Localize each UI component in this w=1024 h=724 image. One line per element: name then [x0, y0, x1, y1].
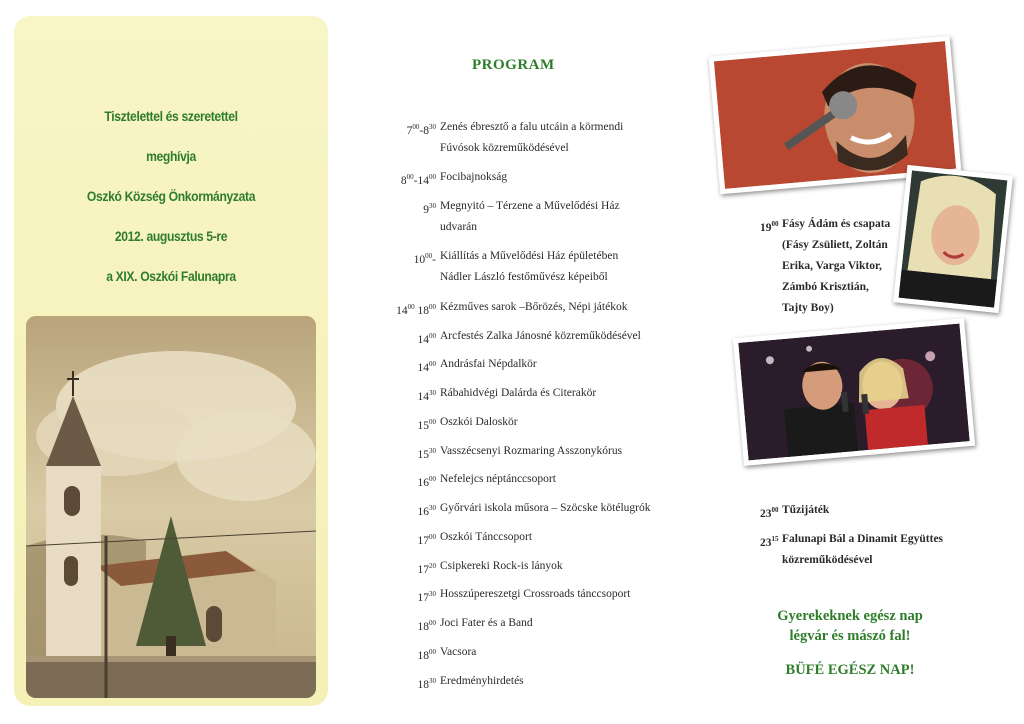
program-time: $9^{30}$ — [423, 202, 436, 216]
program-item-label: Vacsora — [440, 646, 477, 658]
program-item-label: Fúvósok közreműködésével — [440, 142, 569, 154]
program-item-label: Arcfestés Zalka Jánosné közreműködésével — [440, 330, 641, 342]
program-item-label: Oszkói Daloskör — [440, 416, 518, 428]
program-item — [440, 472, 556, 486]
invitation-line: a XIX. Oszkói Falunapra — [106, 269, 236, 284]
program-item-label: Megnyitó – Térzene a Művelődési Ház — [440, 200, 620, 212]
program-time: $17^{20}$ — [417, 562, 436, 576]
program-item — [440, 120, 623, 155]
program-item — [440, 501, 650, 515]
program-item — [440, 559, 563, 573]
program-item — [440, 616, 533, 630]
program-item — [440, 645, 476, 659]
program-item-label: Hosszúpereszetgi Crossroads tánccsoport — [440, 588, 631, 600]
invitation-line: 2012. augusztus 5-re — [114, 229, 228, 244]
program-item — [440, 329, 641, 343]
program-time: $14^{30}$ — [417, 389, 436, 403]
program-item-label: udvarán — [440, 221, 478, 233]
fasy-block — [782, 214, 890, 319]
program-title: PROGRAM — [472, 57, 555, 73]
program-time: $18^{30}$ — [417, 677, 436, 691]
program-item-label: Csipkereki Rock-is lányok — [440, 560, 563, 572]
program-item — [440, 199, 620, 234]
program-time: $17^{00}$ — [417, 533, 436, 547]
ball-time: $23^{15}$ — [760, 535, 779, 549]
program-time: $14^{00}$ — [417, 332, 436, 346]
program-item-label: Nádler László festőművész képeiből — [440, 271, 608, 283]
program-time: $16^{30}$ — [417, 504, 436, 518]
invitation-panel — [14, 16, 328, 706]
ball-line: Falunapi Bál a Dinamit Együttes — [782, 533, 944, 545]
program-item-label: Rábahidvégi Dalárda és Citerakör — [440, 387, 597, 399]
program-time: $15^{30}$ — [417, 447, 436, 461]
program-item-label: Nefelejcs néptánccsoport — [440, 473, 556, 485]
program-item-label: Eredményhirdetés — [440, 675, 524, 687]
program-item — [440, 444, 622, 458]
program-item-label: Vasszécsenyi Rozmaring Asszonykórus — [440, 445, 623, 457]
program-item-label: Kézműves sarok –Bőrözés, Népi játékok — [440, 301, 628, 313]
program-time: $8^{00}-14^{00}$ — [400, 173, 436, 187]
program-item — [440, 386, 596, 400]
program-item — [440, 587, 630, 601]
program-item — [440, 170, 507, 184]
program-item — [440, 530, 532, 544]
fireworks-desc: Tűzijáték — [782, 504, 830, 516]
kids-line: Gyerekeknek egész nap — [777, 608, 923, 624]
program-time: $15^{00}$ — [417, 418, 436, 432]
program-item-label: Andrásfai Népdalkör — [440, 358, 537, 370]
program-item — [440, 300, 627, 314]
ball-desc — [782, 529, 943, 571]
program-time: $10^{00}-$ — [413, 252, 436, 266]
fasy-line: (Fásy Zsüliett, Zoltán — [782, 239, 888, 251]
church-photo — [26, 316, 316, 698]
program-item-label: Kiállítás a Művelődési Ház épületében — [440, 250, 619, 262]
ball-line: közreműködésével — [782, 554, 873, 566]
program-time: $14^{00}$ $18^{00}$ — [396, 303, 436, 317]
singer-woman-photo — [893, 165, 1013, 313]
program-time: $7^{00}-8^{30}$ — [406, 123, 436, 137]
program-time: $18^{00}$ — [417, 648, 436, 662]
program-item-label: Joci Fater és a Band — [440, 617, 533, 629]
buffet-note: BÜFÉ EGÉSZ NAP! — [785, 662, 915, 678]
program-item-label: Focibajnokság — [440, 171, 508, 183]
invitation-line: meghívja — [146, 149, 196, 164]
fasy-time: $19^{00}$ — [760, 220, 779, 234]
program-time: $16^{00}$ — [417, 475, 436, 489]
fasy-line: Tajty Boy) — [782, 302, 834, 314]
kids-line: légvár és mászó fal! — [789, 628, 911, 644]
program-item-label: Zenés ébresztő a falu utcáin a körmendi — [440, 121, 624, 133]
fasy-line: Zámbó Krisztián, — [782, 281, 869, 293]
invitation-line: Oszkó Község Önkormányzata — [86, 189, 256, 204]
program-item — [440, 249, 618, 284]
program-item — [440, 674, 524, 688]
fasy-line: Erika, Varga Viktor, — [782, 260, 882, 272]
program-item-label: Győrvári iskola műsora – Szöcske kötélugrók — [440, 502, 651, 514]
program-item-label: Oszkói Tánccsoport — [440, 531, 533, 543]
invitation-line: Tisztelettel és szeretettel — [104, 109, 238, 124]
fasy-line: Fásy Ádám és csapata — [782, 218, 891, 230]
program-time: $14^{00}$ — [417, 360, 436, 374]
program-item — [440, 357, 537, 371]
duet-photo — [733, 318, 975, 466]
program-time: $18^{00}$ — [417, 619, 436, 633]
fireworks-time: $23^{00}$ — [760, 506, 779, 520]
program-item — [440, 415, 518, 429]
program-time: $17^{30}$ — [417, 590, 436, 604]
